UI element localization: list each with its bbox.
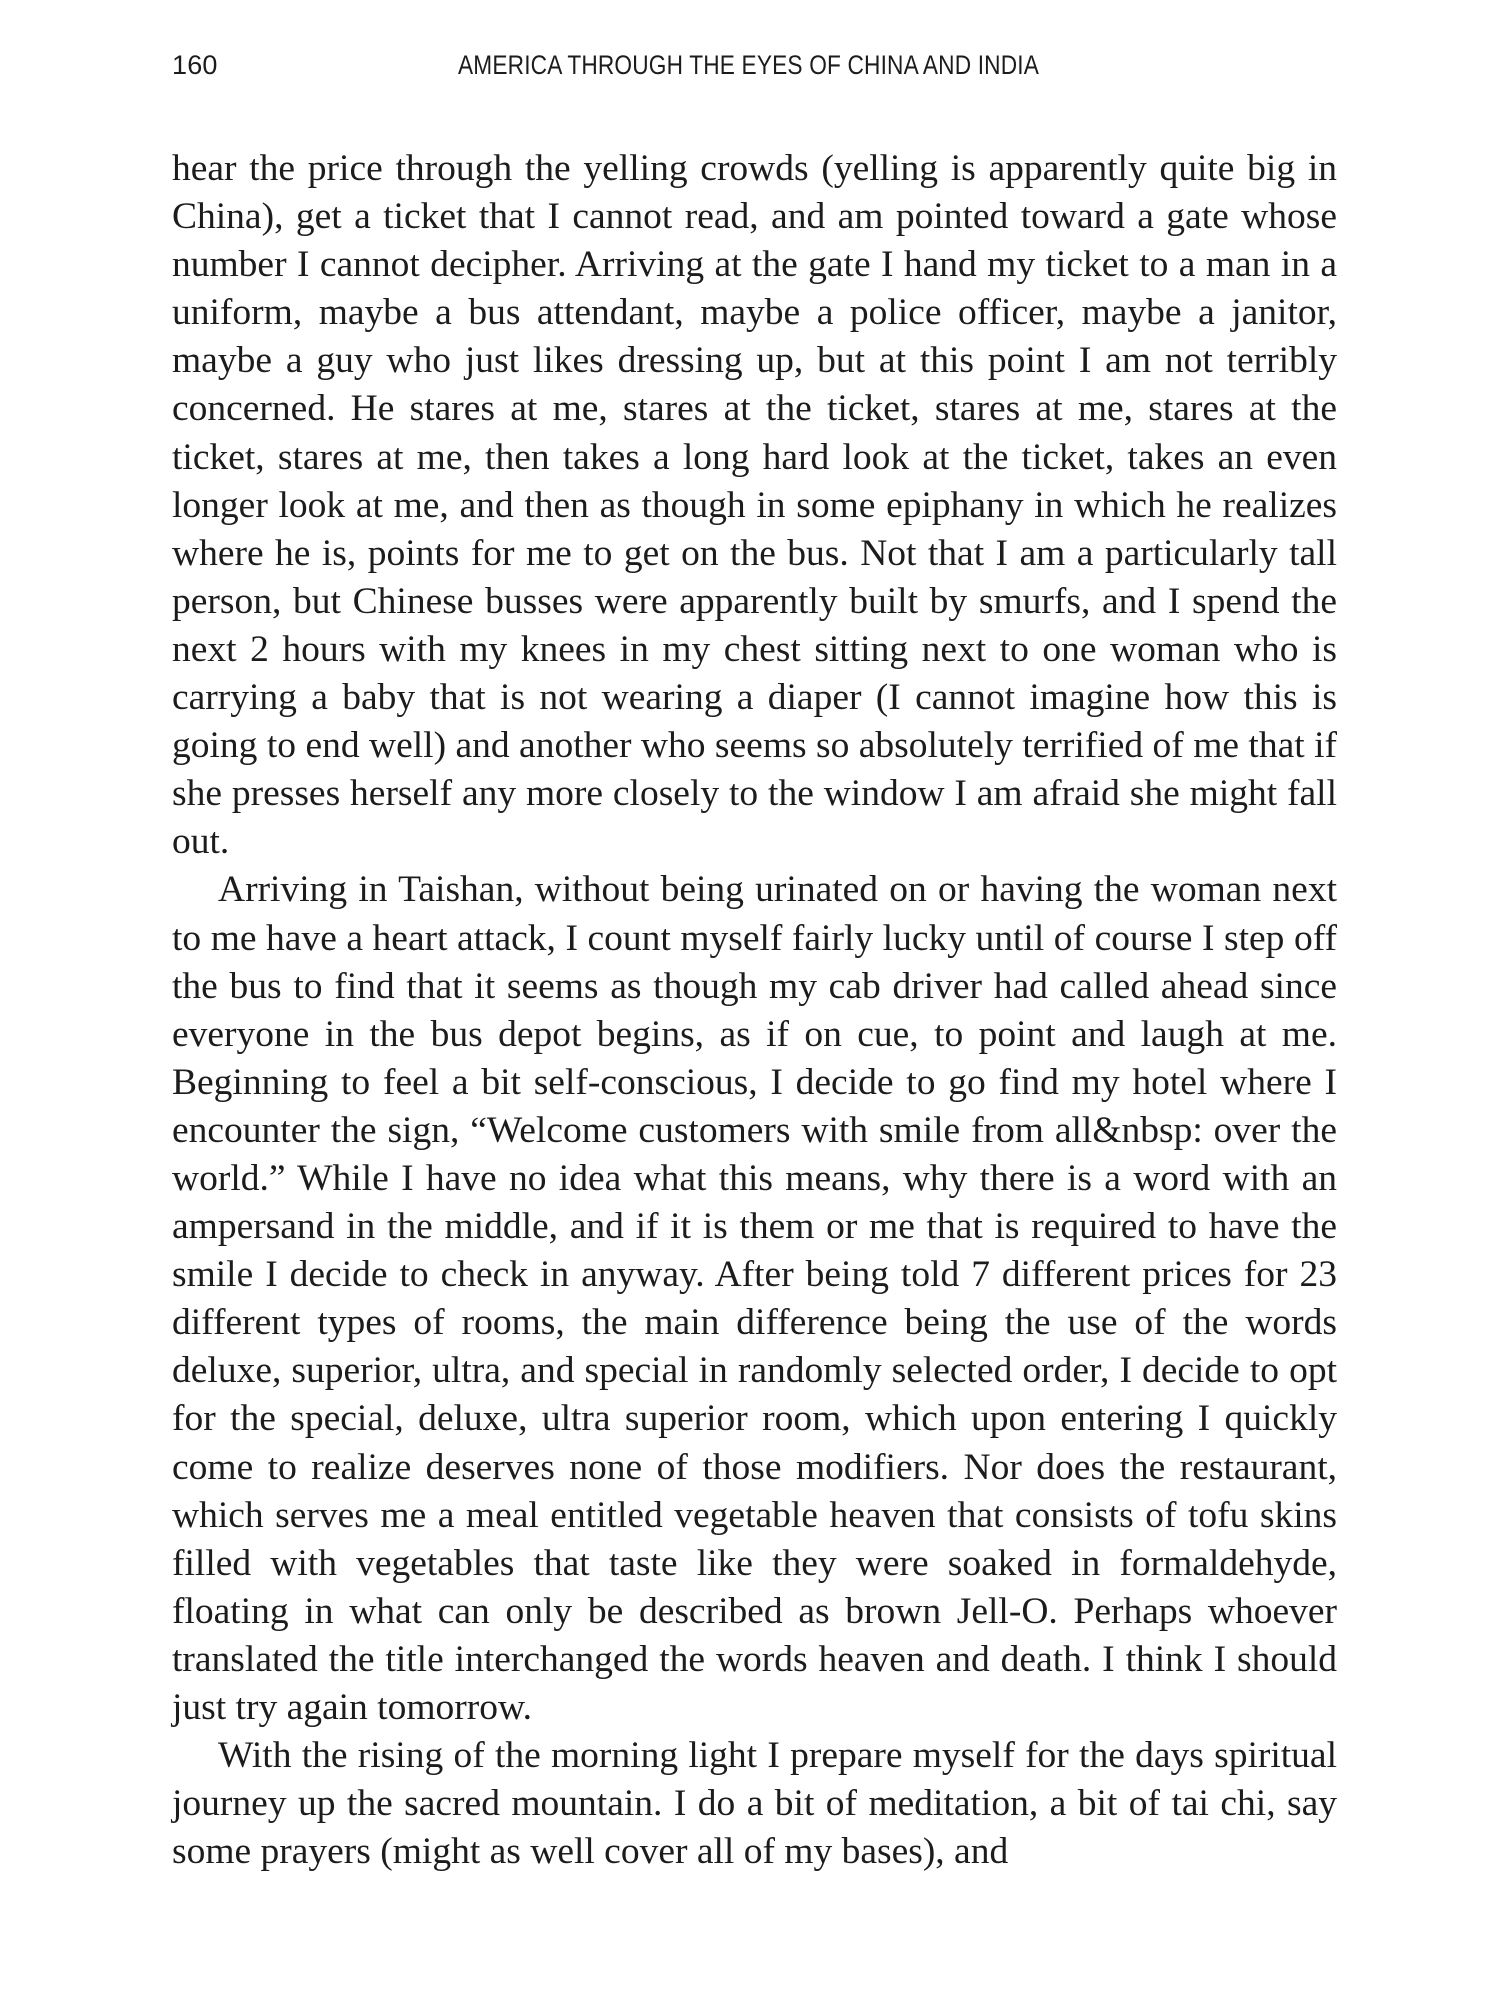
paragraph-morning: With the rising of the morning light I prepare myself for the days spiritual journey up the sacred mountain. I do a bit of meditation, a bit of tai chi, say some prayers (might as well cover all of my bases), and: [172, 1735, 1337, 1873]
paragraph-taishan: Arriving in Taishan, without being urinated on or having the woman next to me have a heart attack, I count myself fairly lucky until of course I step off the bus to find that it seems as though my cab driver had called ahead since everyone in the bus depot begins, as if on cue, to point and laugh at me. Beginning to feel a bit self-conscious, I decide to go find my hotel where I encounter the sign, “Welcome customers with smile from all&nbsp: over the world.” While I have no idea what this means, why there is a word with an ampersand in the middle, and if it is them or me that is required to have the smile I decide to check in anyway. After being told 7 different prices for 23 different types of rooms, the main difference being the use of the words deluxe, superior, ultra, and special in randomly selected order, I decide to opt for the special, deluxe, ultra superior room, which upon entering I quickly come to realize deserves none of those modifiers. Nor does the restaurant, which serves me a meal entitled vegetable heaven that consists of tofu skins filled with vegetables that taste like they were soaked in formaldehyde, floating in what can only be described as brown Jell-O. Perhaps whoever translated the title interchanged the words heaven and death. I think I should just try again tomorrow.: [172, 869, 1337, 1728]
running-header: [172, 50, 1337, 90]
paragraph-continued: hear the price through the yelling crowds (yelling is apparently quite big in China), get a ticket that I cannot read, and am pointed toward a gate whose number I cannot decipher. Arriving at the gate I hand my ticket to a man in a uniform, maybe a bus attendant, maybe a police officer, maybe a janitor, maybe a guy who just likes dressing up, but at this point I am not terribly concerned. He stares at me, stares at the ticket, stares at me, stares at the ticket, stares at me, then takes a long hard look at the ticket, takes an even longer look at me, and then as though in some epiphany in which he realizes where he is, points for me to get on the bus. Not that I am a particularly tall person, but Chinese busses were apparently built by smurfs, and I spend the next 2 hours with my knees in my chest sitting next to one woman who is carrying a baby that is not wearing a diaper (I cannot imagine how this is going to end well) and another who seems so absolutely terrified of me that if she presses herself any more closely to the window I am afraid she might fall out.: [172, 148, 1337, 863]
page-number: 160: [172, 50, 218, 80]
running-title: AMERICA THROUGH THE EYES OF CHINA AND INDIA: [458, 50, 1040, 80]
body-text: [172, 145, 1337, 1876]
